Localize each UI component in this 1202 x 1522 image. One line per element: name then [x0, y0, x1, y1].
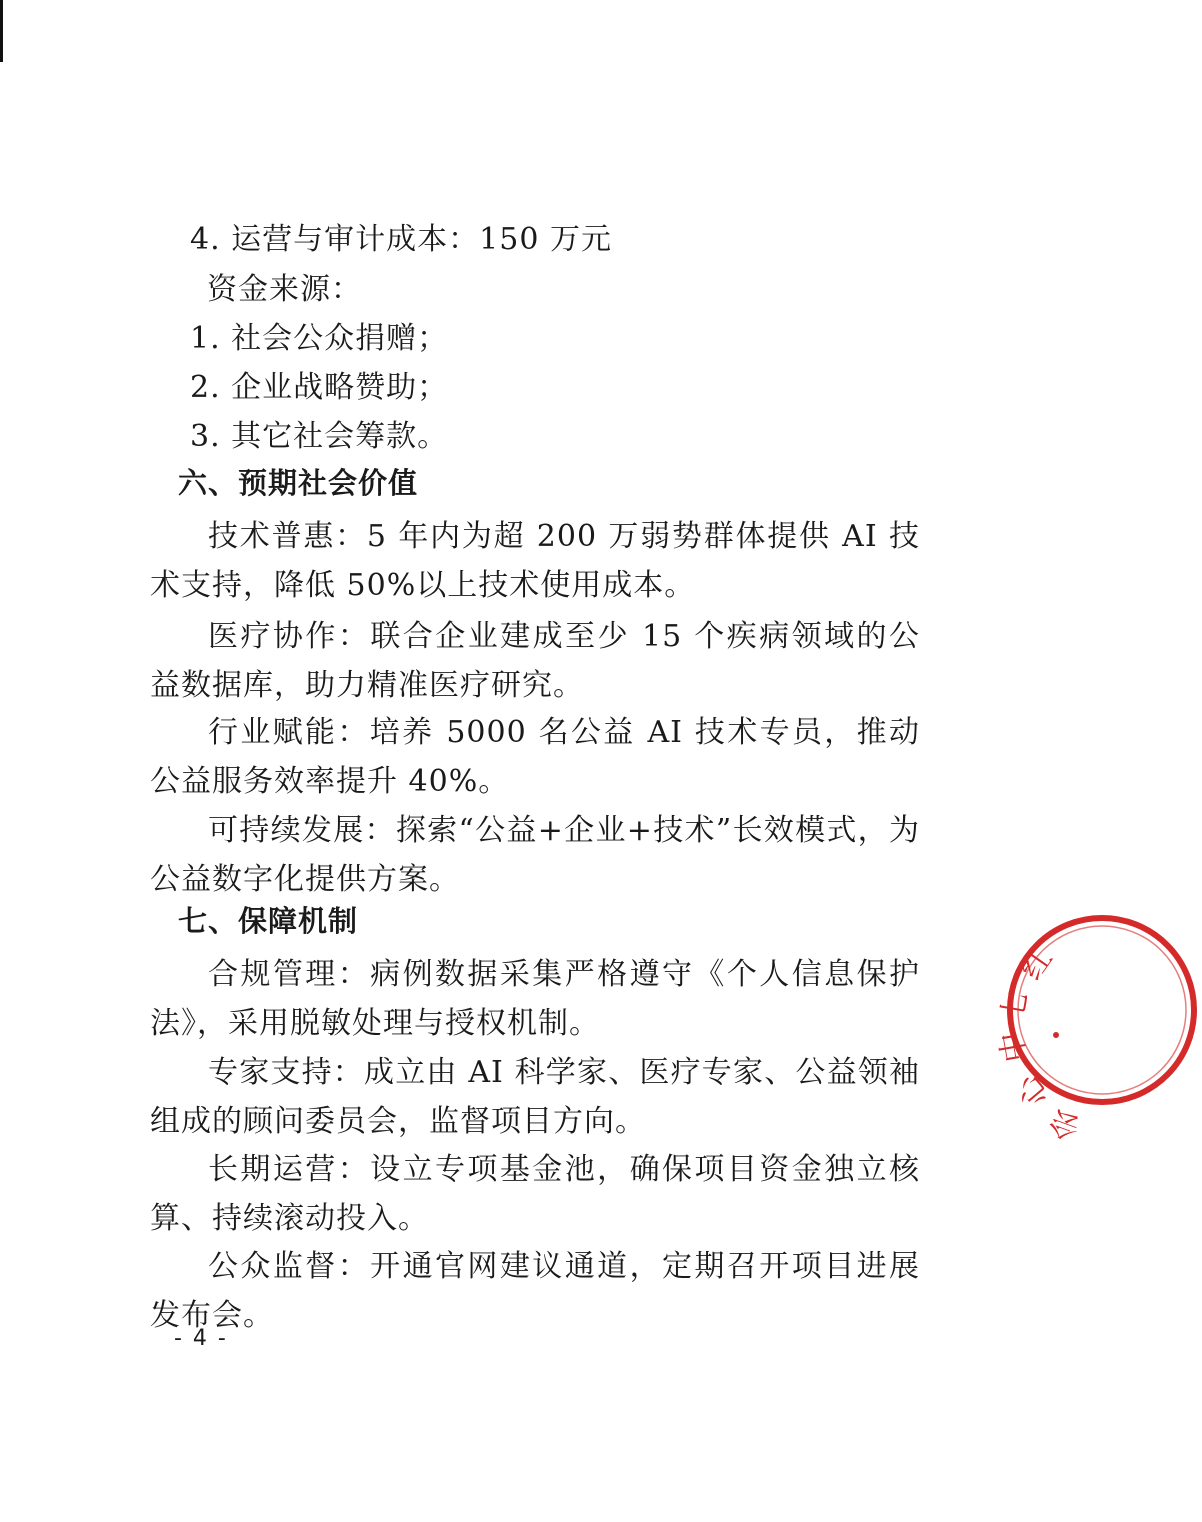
paragraph-long-term: 长期运营：设立专项基金池，确保项目资金独立核算、持续滚动投入。: [150, 1152, 920, 1236]
paragraph-sustainable: 可持续发展：探索“公益+企业+技术”长效模式，为公益数字化提供方案。: [150, 813, 920, 897]
paragraph-public-supervision: 公众监督：开通官网建议通道，定期召开项目进展发布会。: [150, 1249, 920, 1333]
paragraph-tech-inclusion: 技术普惠：5 年内为超 200 万弱势群体提供 AI 技术支持，降低 50%以上技术使用成本。: [150, 519, 920, 603]
scan-edge-mark: [0, 0, 3, 62]
section-heading-expected-value: 六、预期社会价值: [178, 466, 419, 500]
svg-text:会: 会: [1044, 1102, 1085, 1146]
cost-item-4: 4. 运营与审计成本：150 万元: [190, 222, 612, 257]
page-number: - 4 -: [174, 1326, 228, 1351]
section-heading-guarantee: 七、保障机制: [178, 904, 359, 938]
paragraph-compliance: 合规管理：病例数据采集严格遵守《个人信息保护法》，采用脱敏处理与授权机制。: [150, 957, 920, 1041]
funding-source-item: 3. 其它社会筹款。: [190, 419, 449, 454]
paragraph-industry-empower: 行业赋能：培养 5000 名公益 AI 技术专员，推动公益服务效率提升 40%。: [150, 715, 920, 799]
funding-source-title: 资金来源：: [207, 272, 362, 307]
funding-source-item: 1. 社会公众捐赠；: [190, 321, 449, 356]
svg-text:中: 中: [994, 1029, 1034, 1065]
svg-text:七: 七: [995, 987, 1036, 1024]
paragraph-medical-collab: 医疗协作：联合企业建成至少 15 个疾病领域的公益数据库，助力精准医疗研究。: [150, 619, 920, 703]
svg-text:红: 红: [1013, 941, 1060, 987]
paragraph-expert-support: 专家支持：成立由 AI 科学家、医疗专家、公益领袖组成的顾问委员会，监督项目方向。: [150, 1055, 920, 1139]
svg-text:心: 心: [1010, 1067, 1057, 1114]
official-seal-icon: [994, 910, 1202, 1146]
funding-source-item: 2. 企业战略赞助；: [190, 370, 449, 405]
